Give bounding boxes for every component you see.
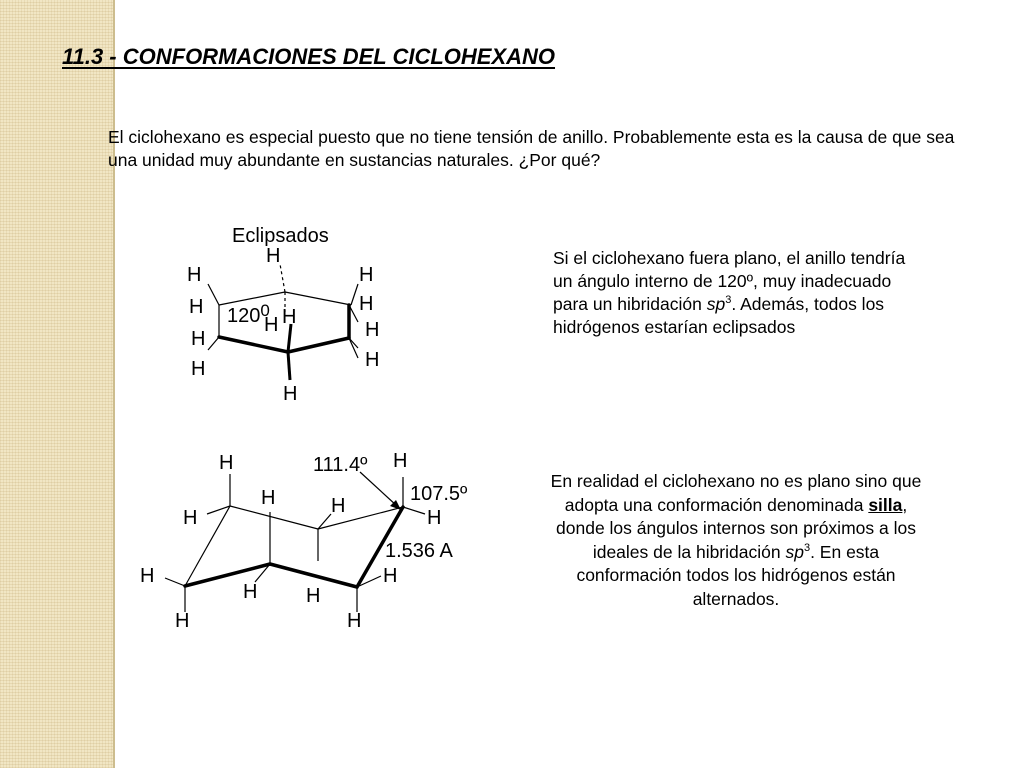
ring-bond-front <box>219 337 288 352</box>
chair-explanation: En realidad el ciclohexano no es plano sino que adopta una conformación denominada silla, donde los ángulos internos son próximos a los ideales de la hibridación $sp^3$. En esta conformación todos los hidrógenos están alternados. <box>550 471 922 609</box>
hydrogen-label: H <box>331 495 346 517</box>
ch-bond <box>349 338 358 348</box>
hydrogen-label: H <box>383 565 398 587</box>
planar-explanation: Si el ciclohexano fuera plano, el anillo tendría un ángulo interno de 120º, muy inadecuado para un hibridación $sp^3$. Además, todos los hidrógenos estarían eclipsados <box>553 248 906 337</box>
bond-length-label: 1.536 A <box>385 540 453 562</box>
silla-term: silla <box>868 494 903 515</box>
ring-bond-front <box>288 338 349 352</box>
angle-pointer-arrow <box>360 472 397 506</box>
hydrogen-label: H <box>365 349 380 371</box>
hydrogen-label: H <box>191 328 206 350</box>
decorative-side-stripe <box>0 0 115 768</box>
ring-bond-front <box>270 564 357 587</box>
hydrogen-label: H <box>359 264 374 286</box>
ch-bond <box>349 338 358 358</box>
angle-label-120: $120^0$ <box>227 301 270 327</box>
hydrogen-label: H <box>189 296 204 318</box>
hydrogen-label: H <box>175 610 190 632</box>
intro-paragraph: El ciclohexano es especial puesto que no tiene tensión de anillo. Probablemente esta es la causa de que sea una unidad muy abundante en sustancias naturales. ¿Por qué? <box>108 127 955 170</box>
hydrogen-label: H <box>393 450 408 472</box>
ring-bond <box>285 292 351 305</box>
hydrogen-label: H <box>282 306 297 328</box>
diagram-title-eclipsados: Eclipsados <box>232 225 329 247</box>
hydrogen-label: H <box>283 383 298 405</box>
hydrogen-label: H <box>306 585 321 607</box>
hydrogen-label: H <box>266 245 281 267</box>
hydrogen-label: H <box>187 264 202 286</box>
ch-bond <box>208 337 219 350</box>
hydrogen-label: H <box>264 314 279 336</box>
hydrogen-label: H <box>219 452 234 474</box>
hydrogen-label: H <box>347 610 362 632</box>
hydrogen-label: H <box>359 293 374 315</box>
planar-cyclohexane-diagram <box>170 212 380 408</box>
ch-bond <box>351 284 358 305</box>
chair-cyclohexane-diagram <box>135 444 480 634</box>
hydrogen-label: H <box>191 358 206 380</box>
ch-bond-bold <box>288 352 290 380</box>
ch-bond <box>165 578 185 586</box>
ch-bond <box>403 507 425 514</box>
angle-label-107: 107.5º <box>410 483 468 505</box>
hydrogen-label: H <box>365 319 380 341</box>
hydrogen-label: H <box>427 507 442 529</box>
slide-title: 11.3 - CONFORMACIONES DEL CICLOHEXANO <box>62 44 556 69</box>
ring-bond <box>219 292 285 305</box>
hydrogen-label: H <box>140 565 155 587</box>
hydrogen-label: H <box>261 487 276 509</box>
angle-label-111: 111.4º <box>313 454 368 476</box>
ch-bond <box>208 284 219 305</box>
hydrogen-label: H <box>183 507 198 529</box>
ch-bond <box>280 264 285 292</box>
ch-bond-bold <box>288 324 291 352</box>
ring-bond <box>230 506 318 529</box>
hydrogen-label: H <box>243 581 258 603</box>
